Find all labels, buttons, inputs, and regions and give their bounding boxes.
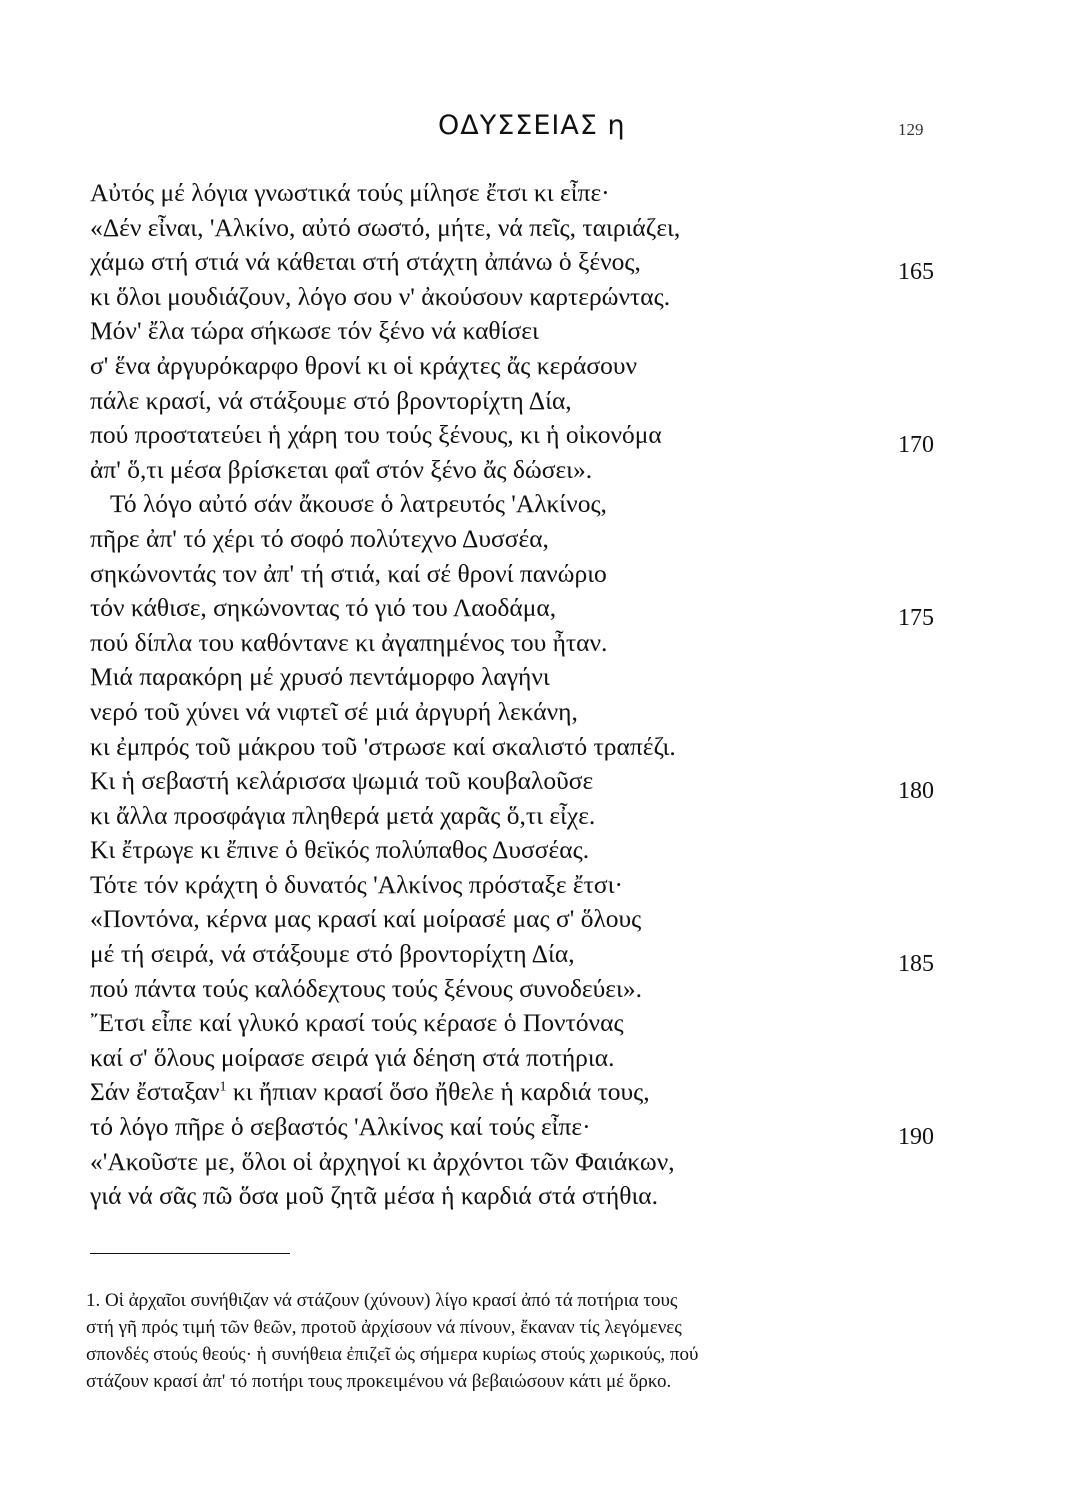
verse-text: σηκώνοντάς τον ἀπ' τή στιά, καί σέ θρονί πανώριο [90,558,607,588]
verse-line [90,660,990,695]
verse-text: γιά νά σᾶς πῶ ὅσα μοῦ ζητᾶ μέσα ἡ καρδιά στά στήθια. [90,1181,659,1211]
verse-line [90,1179,990,1214]
verse-line [90,799,990,834]
verse-text: Αὐτός μέ λόγια γνωστικά τούς μίλησε ἔτσι κι εἶπε· [90,178,610,207]
line-number: 190 [898,1124,934,1151]
verse-text: Μιά παρακόρη μέ χρυσό πεντάμορφο λαγήνι [90,662,550,692]
verse-text: πού προστατεύει ἡ χάρη του τούς ξένους, κι ἡ οἰκονόμα [90,420,662,450]
verse-text: «Δέν εἶναι, 'Αλκίνο, αὐτό σωστό, μήτε, νά πεῖς, ταιριάζει, [90,212,681,242]
verse-line [90,245,990,286]
verse-line [90,487,990,522]
verse-line [90,695,990,730]
verse-text: Κι ἡ σεβαστή κελάρισσα ψωμιά τοῦ κουβαλοῦσε [90,766,594,796]
footnote-line: 1. Οἱ ἀρχαῖοι συνήθιζαν νά στάζουν (χύνουν) λίγο κρασί ἀπό τά ποτήρια τους [86,1290,678,1311]
verse-line [90,833,990,868]
verse-line [90,453,990,488]
verse-text: κι ἐμπρός τοῦ μάκρου τοῦ 'στρωσε καί σκαλιστό τραπέζι. [90,731,676,761]
verse-line [90,764,990,805]
verse-line [90,522,990,557]
verse-line [90,937,990,978]
verse-line [90,557,990,592]
verse-text: πῆρε ἀπ' τό χέρι τό σοφό πολύτεχνο Δυσσέα, [90,523,549,553]
verse-line [90,280,990,315]
verse-text: Τότε τόν κράχτη ὁ δυνατός 'Αλκίνος πρόσταξε ἔτσι· [90,869,623,899]
verse-line [90,1145,990,1180]
verse-text: τόν κάθισε, σηκώνοντας τό γιό του Λαοδάμα, [90,593,557,623]
footnote [86,1287,926,1395]
footnote-line: στή γῆ πρός τιμή τῶν θεῶν, προτοῦ ἀρχίσουν νά πίνουν, ἔκαναν τίς λεγόμενες [86,1317,682,1338]
verse-text: πού δίπλα του καθόντανε κι ἀγαπημένος του ἦταν. [90,627,608,657]
footnote-line: σπονδές στούς θεούς· ἡ συνήθεια ἐπιζεῖ ὡς σήμερα κυρίως στούς χωρικούς, πού [86,1344,699,1365]
verse-text: «Ποντόνα, κέρνα μας κρασί καί μοίρασέ μας σ' ὅλους [90,904,642,934]
verse-text: Μόν' ἔλα τώρα σήκωσε τόν ξένο νά καθίσει [90,316,539,346]
verse-text: νερό τοῦ χύνει νά νιφτεῖ σέ μιά ἀργυρή λεκάνη, [90,696,578,726]
verse-line [90,868,990,903]
verse-line [90,626,990,661]
verse-text: κι ἄλλα προσφάγια πληθερά μετά χαρᾶς ὅ,τι εἶχε. [90,800,596,830]
footnote-divider [90,1253,290,1254]
verse-line [90,1110,990,1151]
footnote-marker: 1 [219,1079,227,1095]
verse-line [90,1041,990,1076]
verse-text: μέ τή σειρά, νά στάξουμε στό βροντορίχτη Δία, [90,939,575,969]
verse-text: σ' ἕνα ἀργυρόκαρφο θρονί κι οἱ κράχτες ἄς κεράσουν [90,350,638,380]
running-title: ΟΔΥΣΣΕΙΑΣ η [438,110,626,141]
verse-line [90,314,990,349]
line-number: 180 [898,778,934,805]
verse-line [90,418,990,459]
verse-line [90,730,990,765]
poem-text [90,176,990,1214]
verse-text: «'Ακοῦστε με, ὅλοι οἱ ἀρχηγοί κι ἀρχόντοι τῶν Φαιάκων, [90,1146,675,1176]
line-number: 165 [898,259,934,286]
verse-text: χάμω στή στιά νά κάθεται στή στάχτη ἀπάνω ὁ ξένος, [90,247,641,277]
page-number: 129 [898,120,924,139]
line-number: 185 [898,951,934,978]
verse-text: πού πάντα τούς καλόδεχτους τούς ξένους συνοδεύει». [90,973,642,1003]
verse-line [90,1075,990,1110]
verse-text: Τό λόγο αὐτό σάν ἄκουσε ὁ λατρευτός 'Αλκίνος, [110,489,607,519]
verse-text: ἀπ' ὅ,τι μέσα βρίσκεται φαΐ στόν ξένο ἄς δώσει». [90,454,593,484]
verse-text: ῎Ετσι εἶπε καί γλυκό κρασί τούς κέρασε ὁ Ποντόνας [90,1008,624,1038]
page-header [0,110,1085,150]
verse-line [90,349,990,384]
footnote-line: στάζουν κρασί ἀπ' τό ποτήρι τους προκειμένου νά βεβαιώσουν κάτι μέ ὅρκο. [86,1371,672,1392]
verse-line [90,972,990,1007]
verse-text: καί σ' ὅλους μοίρασε σειρά γιά δέηση στά ποτήρια. [90,1042,615,1072]
verse-line [90,591,990,632]
verse-text: Κι ἔτρωγε κι ἔπινε ὁ θεϊκός πολύπαθος Δυσσέας. [90,835,590,865]
verse-line [90,211,990,246]
verse-line [90,384,990,419]
verse-line [90,176,990,211]
verse-line [90,1006,990,1041]
verse-text: Σάν ἔσταξαν$^1$ κι ἤπιαν κρασί ὅσο ἤθελε ἡ καρδιά τους, [90,1077,650,1107]
verse-text: κι ὅλοι μουδιάζουν, λόγο σου ν' ἀκούσουν καρτερώντας. [90,281,671,311]
verse-line [90,902,990,937]
line-number: 170 [898,432,934,459]
line-number: 175 [898,605,934,632]
verse-text: πάλε κρασί, νά στάξουμε στό βροντορίχτη Δία, [90,385,572,415]
verse-text: τό λόγο πῆρε ὁ σεβαστός 'Αλκίνος καί τούς εἶπε· [90,1112,591,1142]
